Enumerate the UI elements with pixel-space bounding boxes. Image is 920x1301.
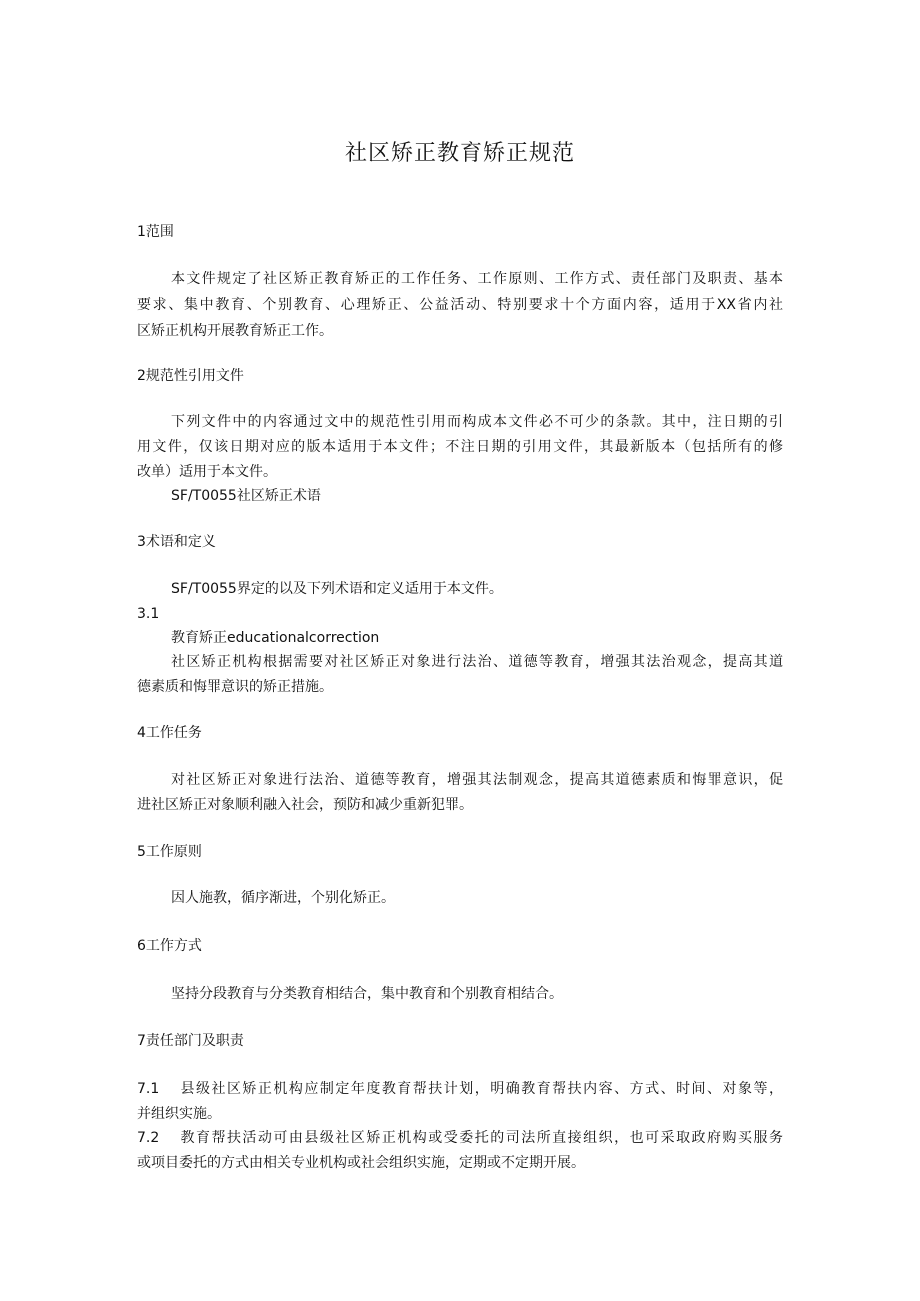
clause-text: 教育帮扶活动可由县级社区矫正机构或受委托的司法所直接组织，也可采取政府购买服务 (179, 1130, 783, 1146)
clause-number: 7.2 (137, 1130, 160, 1146)
section-1-paragraph-line: 区矫正机构开展教育矫正工作。 (137, 323, 333, 339)
term-definition-line: 社区矫正机构根据需要对社区矫正对象进行法治、道德等教育，增强其法治观念，提高其道 (171, 654, 783, 670)
section-6-paragraph: 坚持分段教育与分类教育相结合，集中教育和个别教育相结合。 (171, 986, 563, 1002)
clause-number: 7.1 (137, 1081, 160, 1097)
clause-7-1-line (137, 1079, 783, 1099)
section-6-heading: 6工作方式 (137, 938, 202, 954)
clause-7-2-line (137, 1128, 783, 1148)
section-3-heading: 3术语和定义 (137, 534, 216, 550)
section-1-heading: 1范围 (137, 224, 174, 240)
section-3-intro: SF/T0055界定的以及下列术语和定义适用于本文件。 (171, 581, 503, 597)
section-4-paragraph-line: 对社区矫正对象进行法治、道德等教育，增强其法制观念，提高其道德素质和悔罪意识，促 (171, 772, 783, 788)
document-title: 社区矫正教育矫正规范 (344, 141, 575, 166)
term-definition-line: 德素质和悔罪意识的矫正措施。 (137, 679, 333, 695)
clause-text: 县级社区矫正机构应制定年度教育帮扶计划，明确教育帮扶内容、方式、时间、对象等， (179, 1081, 783, 1097)
section-2-paragraph-line: 改单）适用于本文件。 (137, 464, 277, 480)
section-2-paragraph-line: 用文件，仅该日期对应的版本适用于本文件；不注日期的引用文件，其最新版本（包括所有的修 (137, 439, 783, 455)
section-5-paragraph: 因人施教，循序渐进，个别化矫正。 (171, 890, 395, 906)
normative-reference: SF/T0055社区矫正术语 (171, 488, 321, 504)
clause-7-1-line: 并组织实施。 (137, 1106, 221, 1122)
section-2-paragraph-line: 下列文件中的内容通过文中的规范性引用而构成本文件必不可少的条款。其中，注日期的引 (171, 414, 783, 430)
section-7-heading: 7责任部门及职责 (137, 1033, 244, 1049)
clause-7-2-line: 或项目委托的方式由相关专业机构或社会组织实施，定期或不定期开展。 (137, 1155, 585, 1171)
section-1-paragraph-line: 本文件规定了社区矫正教育矫正的工作任务、工作原则、工作方式、责任部门及职责、基本 (171, 271, 783, 287)
term-number: 3.1 (137, 606, 160, 622)
section-5-heading: 5工作原则 (137, 844, 202, 860)
term-name: 教育矫正educationalcorrection (171, 630, 380, 646)
section-2-heading: 2规范性引用文件 (137, 368, 244, 384)
section-4-heading: 4工作任务 (137, 725, 202, 741)
section-1-paragraph-line: 要求、集中教育、个别教育、心理矫正、公益活动、特别要求十个方面内容，适用于XX省内社 (137, 297, 783, 313)
section-4-paragraph-line: 进社区矫正对象顺利融入社会，预防和减少重新犯罪。 (137, 797, 473, 813)
